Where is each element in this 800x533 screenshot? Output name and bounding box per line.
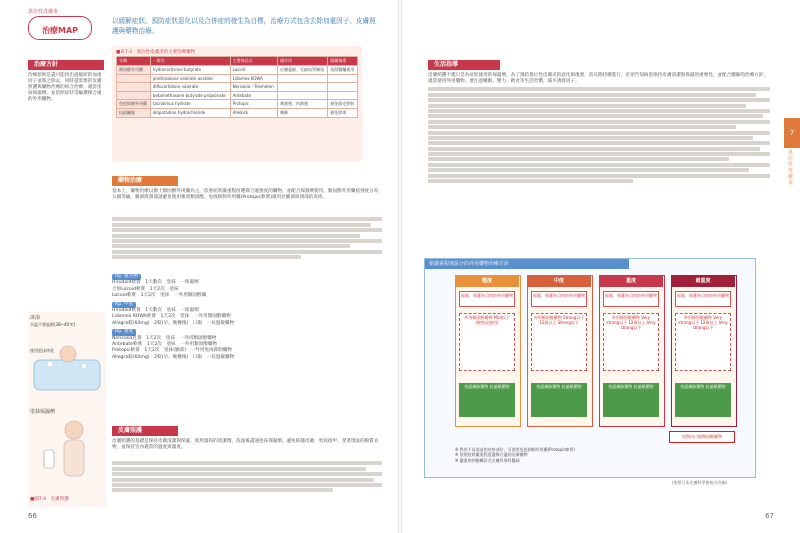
guide-text: 皮膚照護不僅只是為症狀使用的保濕劑，為了預防異位性皮膚炎的惡化與復發，需長期持續進行。必須告知病患保持皮膚清潔與保濕的重要性，並配合醫師的治療方針，適當使用外用藥物。要注意睡眠、壓力、飲食等生活習慣，減少誘發因子。 [428,73,768,84]
policy-header: 治療方針 [28,60,104,70]
table-cell: 避免陽光照射 [328,100,358,109]
drug-table-box [112,46,362,162]
table-cell: 類固醇外用藥 [117,66,151,75]
rx-badge-mild: Rp. 處方例 [112,274,141,280]
care-header: 皮膚照護 [112,426,178,436]
steroid-box: 外用類固醇藥物 Very strong以下 12歲以上 Very strong以下 [603,313,659,371]
table-header-cell: 主要商品名 [230,57,277,66]
table-row [117,83,358,92]
table-cell: 皮膚萎縮、毛細血管擴張 [277,66,327,75]
moisturize-illustration-icon [28,416,106,492]
rx-badge-severe: Rp. 重度 [112,329,136,335]
moisturizer-box: 保濕、保護為目的的外用藥物 [459,291,515,307]
guide-header: 生活指導 [428,60,500,70]
flow-title: 依嚴重程度區分的外用藥物治療方針 [425,259,629,269]
table-row [117,75,358,83]
table-row [117,109,358,118]
care-illustration [28,312,106,507]
prescription-line: Allegra錠(60mg) 2錠(早、晚餐後) 口服 一抗過敏藥物 [112,320,235,326]
rx-section [112,274,382,361]
prescription-line: Lidomex KOWA軟膏 1天2次 塗抹 一外用類固醇藥物 [112,314,231,320]
table-cell [277,83,327,92]
oral-antihistamine-box: 抗組織胺藥物 抗過敏藥物 [675,383,731,417]
flow-note: ※ 嚴重病例應轉診至皮膚科專科醫師 [455,457,520,463]
moisturizer-box: 保濕、保護為目的的外用藥物 [675,291,731,307]
table-cell [328,92,358,100]
illus-water-label: 水溫不要過熱(38~40℃) [30,322,76,327]
table-header-cell: 服藥指導 [328,57,358,66]
left-page [0,0,398,533]
table-cell: Allelock [230,109,277,118]
prescription-line: Allegra錠(60mg) 2錠(早、晚餐後) 口服 一抗過敏藥物 [112,354,235,360]
prescription-line: Protopic軟膏 1天2次 塗抹(臉部) 一外用免疫抑制藥物 [112,348,232,354]
prescription-line: Hirudoid軟膏 1天數次 塗抹 一保濕劑 [112,308,199,314]
table-row [117,66,358,75]
severity-level-label: 輕度 [455,275,519,287]
steroid-box: 外用類固醇藥物 Strong以下 12歲以上 Strong以下 [531,313,587,371]
table-cell [328,75,358,83]
policy-text: 治療原則是盡可能找出過敏原的加重因子並將之除去，同時還需要的皮膚照護與藥物治療的組合治療。適當塗抹保濕劑，並依照症狀等級選擇合適的外用藥物。 [28,73,102,102]
severity-level-label: 中度 [527,275,591,287]
severity-level-label: 重度 [599,275,663,287]
table-row [117,92,358,100]
table-cell: 嗜睡 [277,109,327,118]
drug-header: 藥物治療 [112,176,178,186]
illus-moist-label: 塗抹保濕劑 [30,409,56,415]
bath-illustration-icon [28,330,106,400]
steroid-box: 外用類固醇藥物 Mild以下 (視狀況使用) [459,313,515,371]
table-cell [328,83,358,92]
right-page [402,0,800,533]
care-filler [112,460,382,494]
table-cell: Locoid [230,66,277,75]
flow-note: ※ 對於不易消退的皮疹部位，可使用免疫抑制外用藥(Protopic軟膏) [455,447,575,452]
table-cell: diflucortolone valerate [150,83,230,92]
table-cell: 刺激感、灼熱感 [277,100,327,109]
prescription-line: Locoid軟膏 1天2次 塗抹 一外用類固醇藥 [112,293,207,299]
table-cell: 免疫抑制外用藥 [117,100,151,109]
oral-antihistamine-box: 抗組織胺藥物 抗過敏藥物 [603,383,659,417]
short-term-steroid-text: 短期內口服類固醇藥物 [682,434,722,439]
table-header-cell: 副作用 [277,57,327,66]
care-text: 皮膚照護的基礎是保持皮膚清潔與保濕，使用溫和的清潔劑，洗澡後盡速塗抹保濕劑。避免抓搔皮膚，剪短指甲，穿著透氣的棉質衣物，並保持室內適當的溫度與濕度。 [112,439,379,450]
guide-filler [428,86,770,184]
prescription-line: Antebate軟膏 1天2次 塗抹 一外用類固醇藥物 [112,342,217,348]
map-title [28,16,92,40]
table-title: ■表7-3 異位性皮膚炎的主要治療藥物 [116,50,196,55]
page-number-left: 66 [28,512,37,520]
table-header-cell: 一般名 [150,57,230,66]
rx-badge-moderate: Rp. 中度 [112,302,136,308]
intro-text: 以緩解症狀、預防症狀惡化以及合併症的發生為目標，治療方式包含去除加重因子、皮膚照護與藥物治療。 [112,17,376,35]
short-term-steroid-box [669,431,735,443]
illus-bath-label: 沐浴 [30,315,41,321]
flow-source: (依照日本皮膚科學會指引改編) [672,480,728,485]
table-cell: hydrocortisone butyrate [150,66,230,75]
prescription-line: Nerisona乳膏 1天2次 塗抹 一外用類固醇藥物 [112,335,217,341]
page-number-right: 67 [765,512,774,520]
table-cell [117,92,151,100]
severity-level-label: 最重度 [671,275,735,287]
table-cell: Nerisona・Texmeten [230,83,277,92]
table-cell [277,75,327,83]
map-title-text: 治療MAP [41,26,78,35]
treatment-flow-chart [424,258,756,478]
table-cell: olopatadine hydrochloride [150,109,230,118]
flow-note: ※ 依照症狀嚴重程度選擇合適的治療藥物 [455,452,528,458]
table-header-cell: 分類 [117,57,151,66]
side-chapter-tab [784,118,800,148]
moisturizer-box: 保濕、保護為目的的外用藥物 [531,291,587,307]
table-cell: 抗組織胺 [117,109,151,118]
prescription-line: 合併Locoid軟膏 1天2次 塗抹 [112,286,179,292]
table-cell: prednisolone valerate acetate [150,75,230,83]
table-cell [117,75,151,83]
table-row [117,100,358,109]
moisturizer-box: 保濕、保護為目的的外用藥物 [603,291,659,307]
steroid-box: 外用類固醇藥物 Very strong以下 12歲以上 Very strong以下 [675,313,731,371]
table-cell: 依照醫囑使用 [328,66,358,75]
oral-antihistamine-box: 抗組織胺藥物 抗過敏藥物 [531,383,587,417]
table-cell [277,92,327,100]
table-cell: tacrolimus hydrate [150,100,230,109]
table-cell: Protopic [230,100,277,109]
oral-antihistamine-box: 抗組織胺藥物 抗過敏藥物 [459,383,515,417]
prescription-line: Hirudoid軟膏 1天數次 塗抹 一保濕劑 [112,280,199,286]
table-cell: 避免開車 [328,109,358,118]
drug-filler [112,216,382,261]
illus-foam-label: 使用泡沫沖洗 [30,348,54,353]
table-cell: Lidomex KOWA [230,75,277,83]
table-cell: Antebate [230,92,277,100]
table-cell [117,83,151,92]
flow-notes [455,447,735,463]
drug-text: 基本上，藥物治療以擦上類固醇外用藥為主，依照症狀嚴重程度選擇合適強度的藥物，並配合保濕劑使用。類固醇外用藥依強度分為五個等級，臉部與頸部請避免使用強效類固醇。免疫抑制外用藥(Protopic軟膏)適用於臉部與頸部的皮疹。 [112,189,379,200]
side-chapter-number: 7 [789,129,795,137]
illus-caption: ■圖7-4 皮膚照護 [30,497,69,502]
drug-table [116,56,358,118]
section-label: 異位性皮膚炎 [28,9,59,15]
side-tab-label: 異位性皮膚炎 [788,150,794,186]
table-cell: betamethasone butyrate propionate [150,92,230,100]
